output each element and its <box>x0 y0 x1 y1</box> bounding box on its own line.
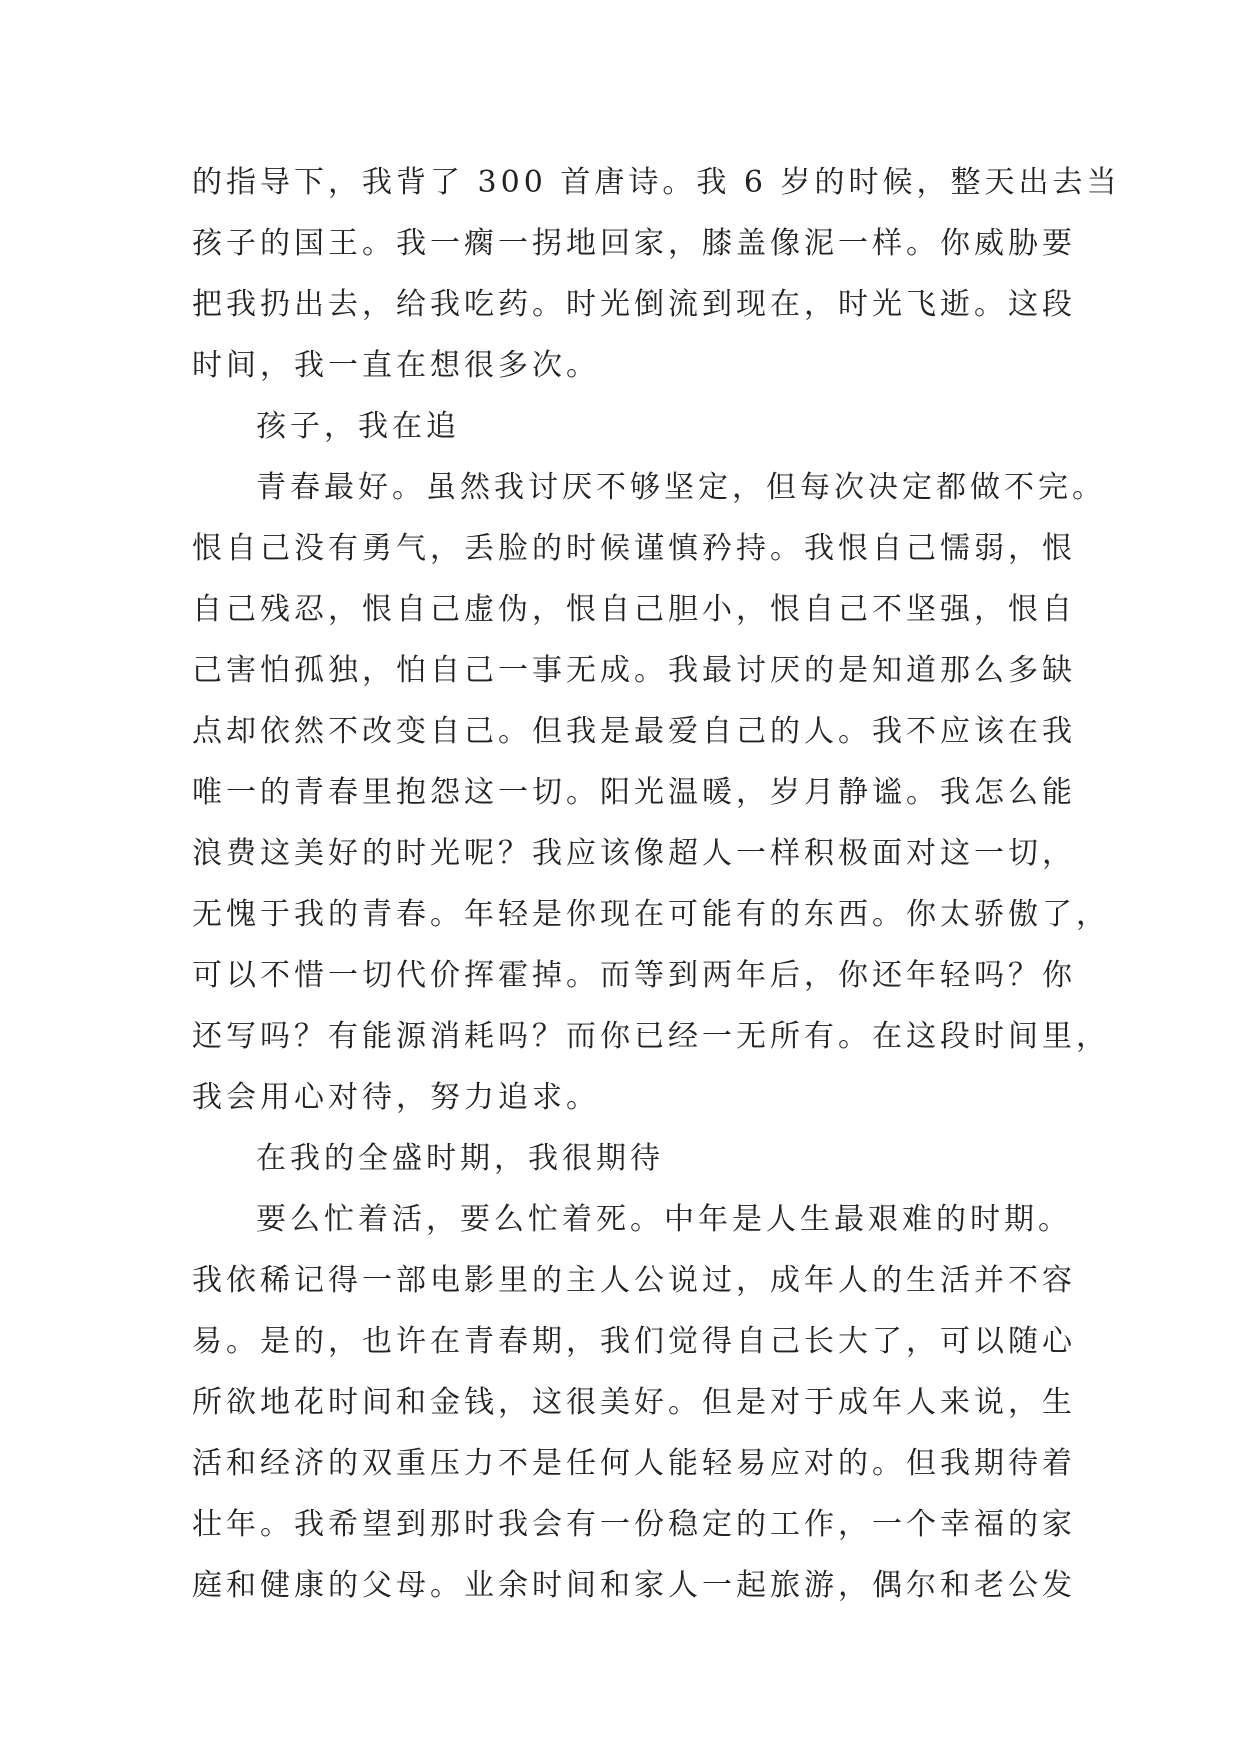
text-line: 的指导下，我背了 300 首唐诗。我 6 岁的时候，整天出去当 <box>192 165 1121 200</box>
text-line: 孩子的国王。我一瘸一拐地回家，膝盖像泥一样。你威胁要 <box>192 226 1076 261</box>
text-line: 所欲地花时间和金钱，这很美好。但是对于成年人来说，生 <box>192 1385 1076 1420</box>
text-line: 己害怕孤独，怕自己一事无成。我最讨厌的是知道那么多缺 <box>192 653 1076 688</box>
text-line: 活和经济的双重压力不是任何人能轻易应对的。但我期待着 <box>192 1446 1076 1481</box>
text-line: 易。是的，也许在青春期，我们觉得自己长大了，可以随心 <box>192 1324 1076 1359</box>
text-line: 时间，我一直在想很多次。 <box>192 348 600 383</box>
text-line: 无愧于我的青春。年轻是你现在可能有的东西。你太骄傲了， <box>192 897 1110 932</box>
text-line: 唯一的青春里抱怨这一切。阳光温暖，岁月静谧。我怎么能 <box>192 775 1076 810</box>
text-line: 还写吗？有能源消耗吗？而你已经一无所有。在这段时间里， <box>192 1019 1110 1054</box>
text-line: 青春最好。虽然我讨厌不够坚定，但每次决定都做不完。 <box>256 470 1106 505</box>
text-line: 在我的全盛时期，我很期待 <box>256 1141 664 1176</box>
text-line: 我依稀记得一部电影里的主人公说过，成年人的生活并不容 <box>192 1263 1076 1298</box>
text-line: 自己残忍，恨自己虚伪，恨自己胆小，恨自己不坚强，恨自 <box>192 592 1076 627</box>
text-line: 点却依然不改变自己。但我是最爱自己的人。我不应该在我 <box>192 714 1076 749</box>
text-line: 把我扔出去，给我吃药。时光倒流到现在，时光飞逝。这段 <box>192 287 1076 322</box>
document-page <box>192 152 1121 1616</box>
text-line: 要么忙着活，要么忙着死。中年是人生最艰难的时期。 <box>256 1202 1072 1237</box>
text-line: 我会用心对待，努力追求。 <box>192 1080 600 1115</box>
text-line: 可以不惜一切代价挥霍掉。而等到两年后，你还年轻吗？你 <box>192 958 1076 993</box>
text-line: 恨自己没有勇气，丢脸的时候谨慎矜持。我恨自己懦弱，恨 <box>192 531 1076 566</box>
text-line: 庭和健康的父母。业余时间和家人一起旅游，偶尔和老公发 <box>192 1568 1076 1603</box>
text-line: 孩子，我在追 <box>256 409 460 444</box>
text-line: 壮年。我希望到那时我会有一份稳定的工作，一个幸福的家 <box>192 1507 1076 1542</box>
text-line: 浪费这美好的时光呢？我应该像超人一样积极面对这一切， <box>192 836 1076 871</box>
